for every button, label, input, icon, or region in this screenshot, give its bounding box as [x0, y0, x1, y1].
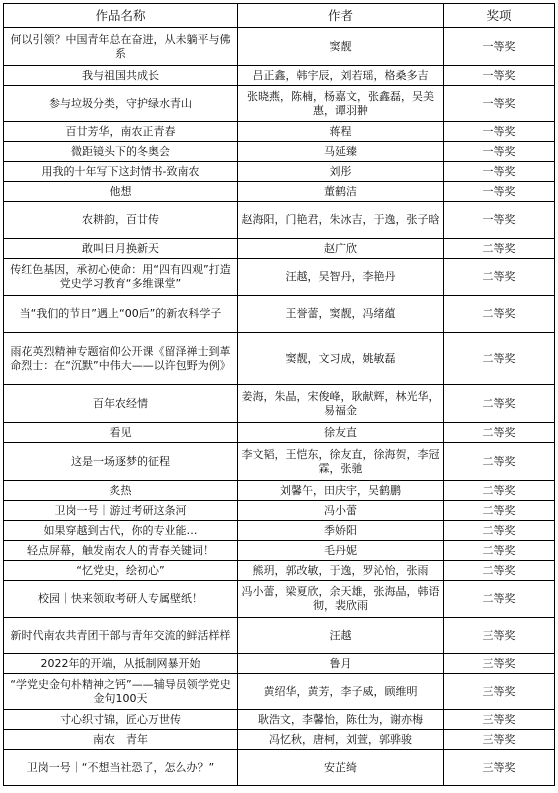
cell-award: 三等奖	[444, 710, 555, 730]
table-row	[4, 296, 555, 333]
cell-award: 二等奖	[444, 481, 555, 501]
cell-authors: 李文韬，王恺东，徐友直，徐海贺，李冠霖，张驰	[238, 443, 444, 481]
cell-title: 寸心织寸锦，匠心万世传	[4, 710, 238, 730]
table-row	[4, 239, 555, 259]
table-row	[4, 162, 555, 182]
table-row	[4, 182, 555, 202]
cell-authors: 刘彤	[238, 162, 444, 182]
cell-title: 我与祖国共成长	[4, 66, 238, 86]
table-body	[4, 28, 555, 786]
cell-title: 炙热	[4, 481, 238, 501]
cell-authors: 王誉蕾，窦靓，冯绪蕴	[238, 296, 444, 333]
cell-authors: 耿浩文，李馨怡，陈仕为，谢亦梅	[238, 710, 444, 730]
table-row	[4, 618, 555, 654]
cell-title: 农耕韵，百廿传	[4, 202, 238, 239]
cell-authors: 安芷绮	[238, 750, 444, 786]
table-row	[4, 122, 555, 142]
table-row	[4, 750, 555, 786]
cell-title: 卫岗一号｜“不想当社恐了，怎么办？”	[4, 750, 238, 786]
table-row	[4, 581, 555, 618]
cell-authors: 张晓燕，陈楠，杨嘉文，张鑫磊，吴美惠，谭羽翀	[238, 86, 444, 122]
cell-award: 二等奖	[444, 561, 555, 581]
cell-title: 当“我们的节日”遇上“00后”的新农科学子	[4, 296, 238, 333]
cell-title: 何以引领？中国青年总在奋进，从未躺平与佛系	[4, 28, 238, 66]
cell-authors: 毛丹妮	[238, 541, 444, 561]
cell-title: 用我的十年写下这封情书-致南农	[4, 162, 238, 182]
table-row	[4, 710, 555, 730]
cell-award: 二等奖	[444, 385, 555, 423]
table-row	[4, 385, 555, 423]
cell-award: 二等奖	[444, 541, 555, 561]
cell-title: 2022年的开端，从抵制网暴开始	[4, 654, 238, 674]
cell-title: 百廿芳华，南农正青春	[4, 122, 238, 142]
cell-award: 一等奖	[444, 66, 555, 86]
cell-authors: 蒋程	[238, 122, 444, 142]
header-award: 奖项	[444, 4, 555, 28]
table-row	[4, 142, 555, 162]
cell-title: 轻点屏幕，触发南农人的青春关键词！	[4, 541, 238, 561]
cell-title: 南农 青年	[4, 730, 238, 750]
cell-award: 三等奖	[444, 750, 555, 786]
cell-award: 二等奖	[444, 296, 555, 333]
cell-authors: 黄绍华，黄芳，李子威，顾维明	[238, 674, 444, 710]
cell-award: 三等奖	[444, 618, 555, 654]
cell-award: 一等奖	[444, 122, 555, 142]
table-row	[4, 66, 555, 86]
cell-title: 他想	[4, 182, 238, 202]
cell-award: 二等奖	[444, 333, 555, 385]
cell-authors: 徐友直	[238, 423, 444, 443]
cell-title: “忆党史，绘初心”	[4, 561, 238, 581]
cell-title: 传红色基因，承初心使命：用“四有四观”打造党史学习教育“多维课堂”	[4, 259, 238, 296]
cell-authors: 刘馨午，田庆宇，吴鹤鹏	[238, 481, 444, 501]
cell-award: 一等奖	[444, 28, 555, 66]
table-row	[4, 654, 555, 674]
table-row	[4, 501, 555, 521]
cell-award: 三等奖	[444, 674, 555, 710]
cell-award: 二等奖	[444, 259, 555, 296]
table-row	[4, 259, 555, 296]
cell-award: 二等奖	[444, 423, 555, 443]
table-row	[4, 674, 555, 710]
table-row	[4, 423, 555, 443]
cell-authors: 季娇阳	[238, 521, 444, 541]
cell-title: 微距镜头下的冬奥会	[4, 142, 238, 162]
table-row	[4, 333, 555, 385]
cell-authors: 赵广欣	[238, 239, 444, 259]
table-row	[4, 541, 555, 561]
table-row	[4, 443, 555, 481]
cell-authors: 冯忆秋，唐柯，刘萱，郭骅骏	[238, 730, 444, 750]
cell-title: 敢叫日月换新天	[4, 239, 238, 259]
cell-title: 卫岗一号｜游过考研这条河	[4, 501, 238, 521]
table-row	[4, 561, 555, 581]
cell-award: 一等奖	[444, 86, 555, 122]
cell-title: “学党史金句朴精神之钙”——辅导员领学党史金句100天	[4, 674, 238, 710]
cell-authors: 马延臻	[238, 142, 444, 162]
header-title: 作品名称	[4, 4, 238, 28]
table-row	[4, 202, 555, 239]
cell-award: 二等奖	[444, 239, 555, 259]
cell-award: 三等奖	[444, 654, 555, 674]
cell-award: 二等奖	[444, 581, 555, 618]
cell-award: 一等奖	[444, 202, 555, 239]
cell-authors: 窦靓，文习成，姚敏磊	[238, 333, 444, 385]
header-row	[4, 4, 555, 28]
cell-title: 看见	[4, 423, 238, 443]
cell-title: 雨花英烈精神专题宿仰公开课《留泽禅士到革命烈士：在“沉默”中伟大——以许包野为例》	[4, 333, 238, 385]
cell-title: 这是一场逐梦的征程	[4, 443, 238, 481]
cell-title: 新时代南农共青团干部与青年交流的鲜活样样	[4, 618, 238, 654]
table-row	[4, 730, 555, 750]
cell-title: 如果穿越到古代，你的专业能…	[4, 521, 238, 541]
header-authors: 作者	[238, 4, 444, 28]
cell-award: 一等奖	[444, 182, 555, 202]
table-row	[4, 481, 555, 501]
cell-authors: 鲁月	[238, 654, 444, 674]
cell-authors: 董鹤洁	[238, 182, 444, 202]
cell-authors: 窦靓	[238, 28, 444, 66]
table-row	[4, 86, 555, 122]
cell-authors: 赵海阳，门艳君，朱冰吉，于逸，张子晗	[238, 202, 444, 239]
awards-table	[3, 3, 555, 786]
table-row	[4, 28, 555, 66]
cell-award: 一等奖	[444, 162, 555, 182]
cell-title: 参与垃圾分类，守护绿水青山	[4, 86, 238, 122]
cell-award: 二等奖	[444, 521, 555, 541]
cell-authors: 汪越，吴智丹，李艳丹	[238, 259, 444, 296]
awards-sheet	[3, 3, 554, 786]
cell-title: 校园｜快来领取考研人专属壁纸！	[4, 581, 238, 618]
table-row	[4, 521, 555, 541]
cell-award: 三等奖	[444, 730, 555, 750]
cell-authors: 冯小蕾	[238, 501, 444, 521]
cell-title: 百年农经情	[4, 385, 238, 423]
cell-authors: 吕正鑫，韩宇辰，刘若瑶，格桑多吉	[238, 66, 444, 86]
cell-award: 二等奖	[444, 443, 555, 481]
cell-authors: 冯小蕾，梁夏欣，余天雄，张海晶，韩语彻，裴欣雨	[238, 581, 444, 618]
cell-authors: 汪越	[238, 618, 444, 654]
cell-authors: 姜海，朱晶，宋俊峰，耿献辉，林光华，易福金	[238, 385, 444, 423]
cell-award: 一等奖	[444, 142, 555, 162]
cell-authors: 熊玥，郭改敏，于逸，罗沁怡，张雨	[238, 561, 444, 581]
cell-award: 二等奖	[444, 501, 555, 521]
